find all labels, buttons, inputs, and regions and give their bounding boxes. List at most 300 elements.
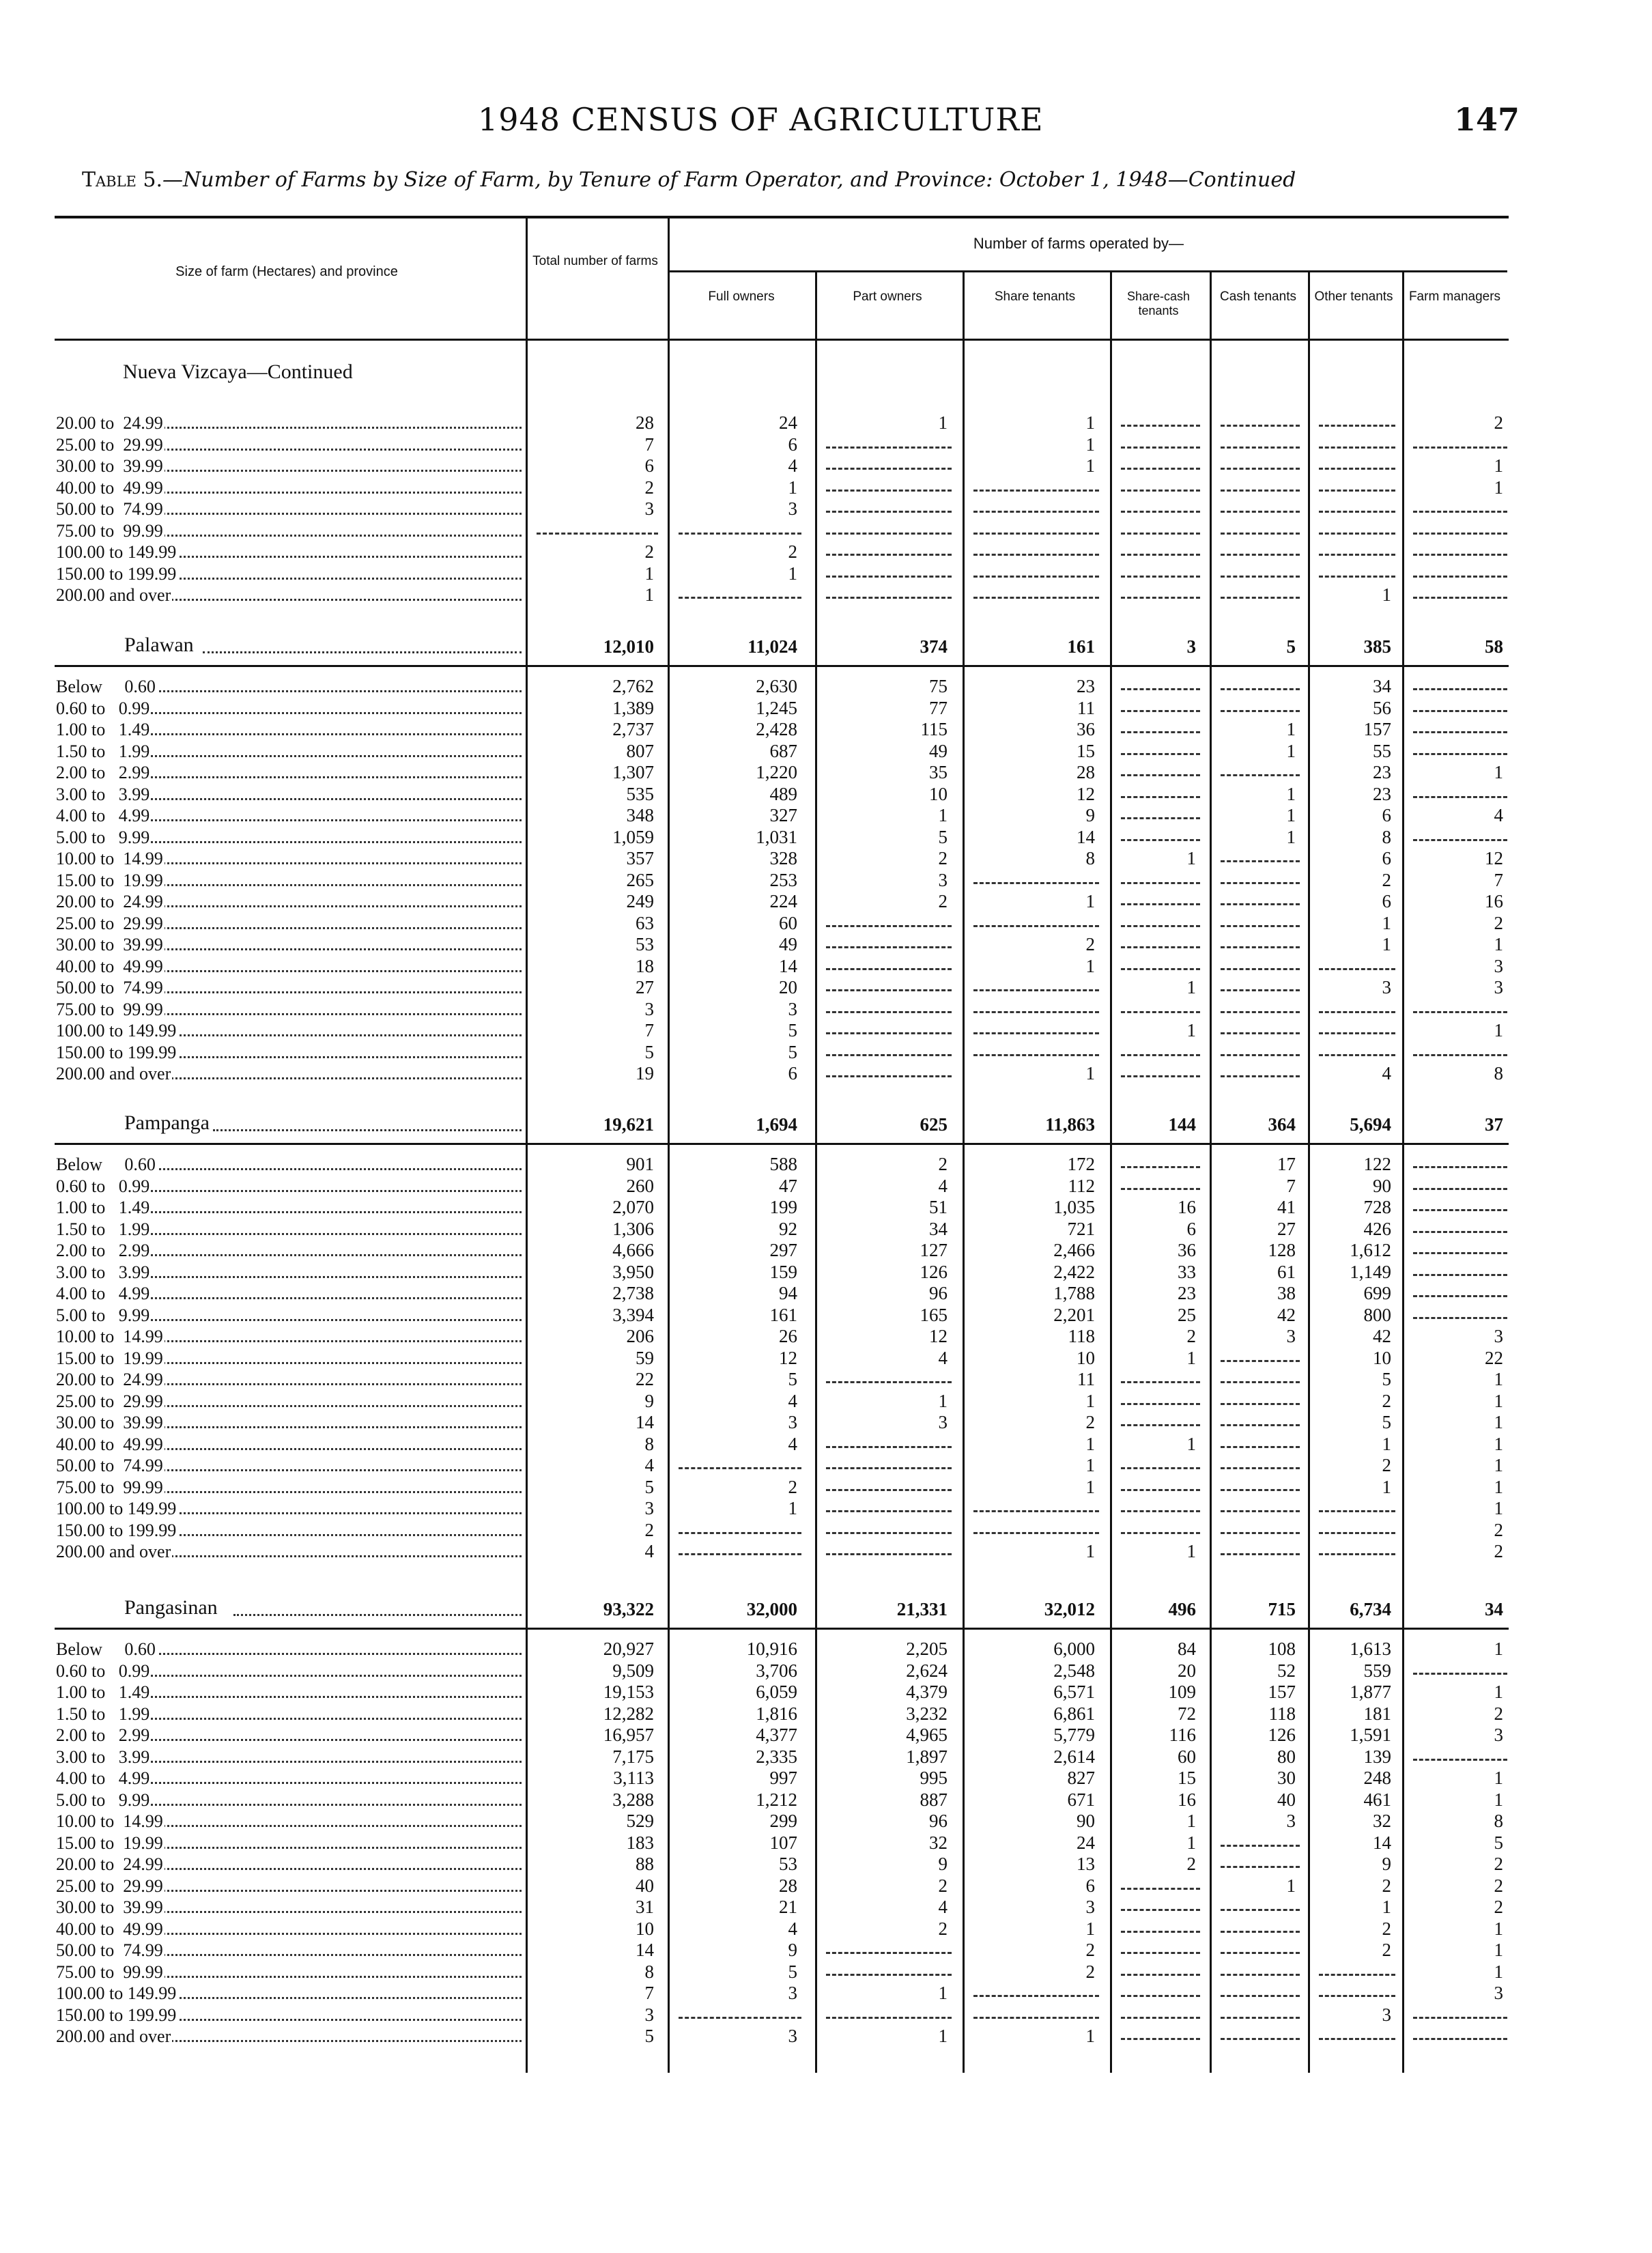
province-total-cell: 5,694 bbox=[1350, 1114, 1391, 1135]
table-cell: 77 bbox=[929, 697, 948, 718]
table-cell: 1 bbox=[1286, 719, 1296, 739]
size-class-text: 2.00 to 2.99 bbox=[56, 1725, 150, 1745]
table-cell: 1 bbox=[644, 563, 654, 584]
empty-cell-dashes bbox=[826, 1510, 952, 1512]
empty-cell-dashes bbox=[1121, 946, 1200, 948]
province-leader bbox=[213, 1129, 522, 1131]
table-cell: 13 bbox=[1077, 1854, 1095, 1874]
table-cell: 2 bbox=[788, 1476, 797, 1497]
size-class-label bbox=[56, 1682, 522, 1703]
size-class-label bbox=[56, 1262, 522, 1284]
table-cell: 3,232 bbox=[906, 1703, 948, 1724]
empty-cell-dashes bbox=[826, 1489, 952, 1491]
empty-cell-dashes bbox=[1121, 731, 1200, 733]
table-cell: 1,877 bbox=[1350, 1682, 1391, 1702]
table-cell: 21 bbox=[779, 1897, 797, 1917]
table-cell: 15 bbox=[1178, 1768, 1196, 1788]
size-class-text: 4.00 to 4.99 bbox=[56, 1284, 150, 1303]
empty-cell-dashes bbox=[1221, 533, 1300, 535]
size-class-label bbox=[56, 1326, 522, 1348]
table-cell: 10 bbox=[1373, 1347, 1391, 1368]
empty-cell-dashes bbox=[826, 554, 952, 556]
table-cell: 1,816 bbox=[756, 1703, 797, 1724]
table-cell: 20 bbox=[779, 977, 797, 997]
table-cell: 7 bbox=[1494, 869, 1503, 890]
table-cell: 1 bbox=[1382, 584, 1391, 605]
empty-cell-dashes bbox=[1413, 688, 1507, 690]
empty-cell-dashes bbox=[1121, 511, 1200, 513]
size-class-label bbox=[56, 913, 522, 935]
empty-cell-dashes bbox=[1413, 731, 1507, 733]
empty-cell-dashes bbox=[1121, 425, 1200, 427]
table-cell: 1 bbox=[1494, 1498, 1503, 1518]
table-cell: 24 bbox=[779, 412, 797, 433]
table-cell: 107 bbox=[769, 1832, 797, 1853]
table-cell: 1,306 bbox=[612, 1218, 654, 1239]
empty-cell-dashes bbox=[826, 533, 952, 535]
empty-cell-dashes bbox=[973, 533, 1099, 535]
size-class-label bbox=[56, 956, 522, 978]
size-class-label bbox=[56, 827, 522, 849]
table-cell: 88 bbox=[636, 1854, 654, 1874]
empty-cell-dashes bbox=[826, 1032, 952, 1034]
table-cell: 4 bbox=[938, 1897, 948, 1917]
empty-cell-dashes bbox=[1413, 533, 1507, 535]
size-class-label bbox=[56, 520, 522, 542]
table-cell: 2,201 bbox=[1053, 1304, 1095, 1325]
empty-cell-dashes bbox=[1221, 946, 1300, 948]
province-total-cell: 161 bbox=[1067, 636, 1095, 657]
size-class-text: 200.00 and over bbox=[56, 2026, 171, 2046]
empty-cell-dashes bbox=[1221, 425, 1300, 427]
size-class-text: 1.00 to 1.49 bbox=[56, 1682, 150, 1702]
size-class-label bbox=[56, 455, 522, 477]
size-class-text: 200.00 and over bbox=[56, 1542, 171, 1561]
table-cell: 60 bbox=[1178, 1746, 1196, 1767]
table-cell: 12 bbox=[779, 1347, 797, 1368]
empty-cell-dashes bbox=[1221, 1403, 1300, 1405]
empty-cell-dashes bbox=[973, 1054, 1099, 1056]
size-class-label bbox=[56, 1789, 522, 1811]
size-class-text: 0.60 to 0.99 bbox=[56, 1660, 150, 1681]
empty-cell-dashes bbox=[1121, 533, 1200, 535]
column-rule bbox=[526, 216, 528, 2073]
table-cell: 23 bbox=[1178, 1283, 1196, 1303]
table-cell: 6 bbox=[1382, 805, 1391, 825]
empty-cell-dashes bbox=[1121, 1489, 1200, 1491]
table-cell: 7,175 bbox=[612, 1746, 654, 1767]
table-cell: 3 bbox=[788, 498, 797, 519]
empty-cell-dashes bbox=[1319, 1553, 1395, 1555]
table-cell: 2,205 bbox=[906, 1639, 948, 1659]
table-cell: 34 bbox=[929, 1218, 948, 1239]
table-cell: 1 bbox=[1186, 1811, 1196, 1831]
table-cell: 3,950 bbox=[612, 1261, 654, 1282]
table-cell: 108 bbox=[1268, 1639, 1296, 1659]
empty-cell-dashes bbox=[826, 946, 952, 948]
table-cell: 3 bbox=[1494, 1326, 1503, 1346]
size-class-text: 1.50 to 1.99 bbox=[56, 1219, 150, 1239]
table-cell: 2 bbox=[938, 1154, 948, 1174]
table-cell: 49 bbox=[779, 934, 797, 954]
table-cell: 16 bbox=[1178, 1197, 1196, 1217]
table-cell: 199 bbox=[769, 1197, 797, 1217]
table-cell: 1 bbox=[1085, 434, 1095, 455]
table-cell: 248 bbox=[1363, 1768, 1391, 1788]
table-cell: 6,861 bbox=[1053, 1703, 1095, 1724]
table-cell: 2,428 bbox=[756, 719, 797, 739]
empty-cell-dashes bbox=[1221, 1424, 1300, 1426]
table-cell: 16,957 bbox=[603, 1725, 654, 1745]
table-cell: 6 bbox=[1382, 891, 1391, 911]
size-class-text: 75.00 to 99.99 bbox=[56, 1477, 163, 1497]
size-class-label bbox=[56, 762, 522, 784]
table-cell: 1 bbox=[1085, 1476, 1095, 1497]
table-cell: 53 bbox=[779, 1854, 797, 1874]
empty-cell-dashes bbox=[1413, 1054, 1507, 1056]
empty-cell-dashes bbox=[1221, 860, 1300, 862]
table-cell: 96 bbox=[929, 1811, 948, 1831]
table-cell: 2 bbox=[1494, 1854, 1503, 1874]
column-header-share-cash-tenants: Share-cash tenants bbox=[1126, 289, 1191, 317]
size-class-text: 3.00 to 3.99 bbox=[56, 1746, 150, 1767]
section-rule bbox=[55, 1143, 1509, 1145]
size-class-text: 3.00 to 3.99 bbox=[56, 784, 150, 804]
table-cell: 14 bbox=[1373, 1832, 1391, 1853]
table-cell: 6,571 bbox=[1053, 1682, 1095, 1702]
table-cell: 9 bbox=[1085, 805, 1095, 825]
table-cell: 27 bbox=[636, 977, 654, 997]
province-total-cell: 5 bbox=[1286, 636, 1296, 657]
table-cell: 3,394 bbox=[612, 1304, 654, 1325]
empty-cell-dashes bbox=[1121, 817, 1200, 819]
size-class-label bbox=[56, 412, 522, 434]
empty-cell-dashes bbox=[826, 1974, 952, 1976]
column-rule bbox=[1402, 270, 1404, 2073]
empty-cell-dashes bbox=[1121, 447, 1200, 449]
table-cell: 28 bbox=[779, 1875, 797, 1896]
table-cell: 122 bbox=[1363, 1154, 1391, 1174]
table-cell: 59 bbox=[636, 1347, 654, 1368]
empty-cell-dashes bbox=[1221, 2038, 1300, 2040]
table-cell: 2,738 bbox=[612, 1283, 654, 1303]
table-cell: 22 bbox=[1485, 1347, 1503, 1368]
table-cell: 3 bbox=[938, 869, 948, 890]
empty-cell-dashes bbox=[1319, 490, 1395, 492]
table-cell: 1 bbox=[1085, 1063, 1095, 1083]
table-cell: 35 bbox=[929, 762, 948, 782]
table-cell: 6 bbox=[788, 1063, 797, 1083]
empty-cell-dashes bbox=[1121, 710, 1200, 712]
empty-cell-dashes bbox=[1121, 796, 1200, 798]
empty-cell-dashes bbox=[826, 1952, 952, 1954]
empty-cell-dashes bbox=[1221, 989, 1300, 991]
empty-cell-dashes bbox=[1221, 1381, 1300, 1383]
empty-cell-dashes bbox=[1221, 576, 1300, 578]
empty-cell-dashes bbox=[973, 989, 1099, 991]
table-cell: 4,377 bbox=[756, 1725, 797, 1745]
table-cell: 8 bbox=[644, 1961, 654, 1982]
table-caption-lead: Table 5. bbox=[82, 168, 163, 192]
table-cell: 51 bbox=[929, 1197, 948, 1217]
table-cell: 10,916 bbox=[746, 1639, 797, 1659]
empty-cell-dashes bbox=[1319, 1974, 1395, 1976]
size-class-label bbox=[56, 1768, 522, 1789]
table-cell: 3 bbox=[644, 998, 654, 1019]
table-cell: 6 bbox=[1382, 848, 1391, 868]
empty-cell-dashes bbox=[1121, 1403, 1200, 1405]
table-cell: 687 bbox=[769, 740, 797, 761]
table-cell: 5,779 bbox=[1053, 1725, 1095, 1745]
table-cell: 1,035 bbox=[1053, 1197, 1095, 1217]
table-cell: 38 bbox=[1277, 1283, 1296, 1303]
size-class-text: Below 0.60 bbox=[56, 1639, 156, 1659]
table-cell: 9 bbox=[644, 1390, 654, 1411]
table-cell: 2,614 bbox=[1053, 1746, 1095, 1767]
size-class-text: 25.00 to 29.99 bbox=[56, 434, 163, 455]
table-cell: 7 bbox=[1286, 1175, 1296, 1196]
table-cell: 3 bbox=[1494, 977, 1503, 997]
empty-cell-dashes bbox=[826, 1446, 952, 1448]
province-total-cell: 21,331 bbox=[896, 1599, 948, 1619]
size-class-label bbox=[56, 1020, 522, 1042]
size-class-text: 10.00 to 14.99 bbox=[56, 1811, 163, 1831]
empty-cell-dashes bbox=[1221, 1075, 1300, 1077]
size-class-label bbox=[56, 1983, 522, 2004]
table-cell: 27 bbox=[1277, 1218, 1296, 1239]
table-cell: 1 bbox=[938, 805, 948, 825]
table-cell: 2 bbox=[1494, 1519, 1503, 1540]
table-cell: 2,422 bbox=[1053, 1261, 1095, 1282]
table-cell: 206 bbox=[626, 1326, 654, 1346]
table-cell: 36 bbox=[1178, 1240, 1196, 1260]
table-cell: 3 bbox=[644, 498, 654, 519]
table-cell: 1 bbox=[1085, 1433, 1095, 1454]
table-cell: 1,612 bbox=[1350, 1240, 1391, 1260]
empty-cell-dashes bbox=[1121, 903, 1200, 905]
table-cell: 34 bbox=[1373, 676, 1391, 696]
table-cell: 1 bbox=[1186, 1541, 1196, 1561]
size-class-text: 40.00 to 49.99 bbox=[56, 1918, 163, 1939]
empty-cell-dashes bbox=[1413, 597, 1507, 599]
running-title: 1948 CENSUS OF AGRICULTURE bbox=[478, 101, 1044, 138]
table-cell: 1 bbox=[1382, 1476, 1391, 1497]
table-cell: 327 bbox=[769, 805, 797, 825]
table-cell: 61 bbox=[1277, 1261, 1296, 1282]
column-rule bbox=[815, 270, 817, 2073]
empty-cell-dashes bbox=[1121, 925, 1200, 927]
table-cell: 63 bbox=[636, 912, 654, 933]
size-class-text: 40.00 to 49.99 bbox=[56, 477, 163, 498]
table-cell: 1 bbox=[788, 563, 797, 584]
table-cell: 827 bbox=[1067, 1768, 1095, 1788]
table-cell: 3 bbox=[1382, 977, 1391, 997]
empty-cell-dashes bbox=[1121, 2017, 1200, 2019]
table-cell: 5 bbox=[788, 1369, 797, 1389]
empty-cell-dashes bbox=[1121, 468, 1200, 470]
table-cell: 6 bbox=[1186, 1218, 1196, 1239]
empty-cell-dashes bbox=[973, 597, 1099, 599]
table-cell: 2,630 bbox=[756, 676, 797, 696]
column-rule bbox=[668, 270, 670, 2073]
table-cell: 4 bbox=[788, 1433, 797, 1454]
table-cell: 1 bbox=[1085, 412, 1095, 433]
table-cell: 7 bbox=[644, 1020, 654, 1040]
size-class-text: 25.00 to 29.99 bbox=[56, 1875, 163, 1896]
empty-cell-dashes bbox=[826, 2017, 952, 2019]
table-cell: 1 bbox=[1494, 1476, 1503, 1497]
table-cell: 1 bbox=[1494, 1390, 1503, 1411]
table-cell: 2,070 bbox=[612, 1197, 654, 1217]
table-cell: 1 bbox=[1186, 1347, 1196, 1368]
size-class-text: 75.00 to 99.99 bbox=[56, 999, 163, 1019]
table-cell: 4 bbox=[938, 1175, 948, 1196]
empty-cell-dashes bbox=[1413, 1166, 1507, 1168]
size-class-text: 150.00 to 199.99 bbox=[56, 563, 177, 584]
empty-cell-dashes bbox=[1221, 447, 1300, 449]
table-cell: 3 bbox=[1286, 1811, 1296, 1831]
empty-cell-dashes bbox=[1221, 1952, 1300, 1954]
page-number: 147 bbox=[1454, 101, 1520, 138]
province-total-cell: 93,322 bbox=[603, 1599, 654, 1619]
table-cell: 40 bbox=[636, 1875, 654, 1896]
table-cell: 2,335 bbox=[756, 1746, 797, 1767]
empty-cell-dashes bbox=[1121, 1952, 1200, 1954]
table-cell: 19,153 bbox=[603, 1682, 654, 1702]
table-cell: 1 bbox=[1286, 783, 1296, 804]
size-class-label bbox=[56, 1639, 522, 1660]
table-cell: 4 bbox=[1382, 1063, 1391, 1083]
table-cell: 2 bbox=[1494, 1541, 1503, 1561]
table-cell: 8 bbox=[1085, 848, 1095, 868]
table-cell: 4 bbox=[644, 1541, 654, 1561]
table-cell: 2 bbox=[1085, 1412, 1095, 1432]
table-cell: 1 bbox=[1494, 455, 1503, 476]
table-cell: 2 bbox=[1382, 869, 1391, 890]
empty-cell-dashes bbox=[1221, 554, 1300, 556]
size-class-label bbox=[56, 1746, 522, 1768]
size-class-label bbox=[56, 741, 522, 763]
table-cell: 3 bbox=[644, 2004, 654, 2025]
table-cell: 32 bbox=[929, 1832, 948, 1853]
province-name: Pampanga bbox=[124, 1111, 210, 1134]
empty-cell-dashes bbox=[1121, 688, 1200, 690]
province-name: Palawan bbox=[124, 634, 194, 656]
table-cell: 1 bbox=[1494, 1768, 1503, 1788]
empty-cell-dashes bbox=[1413, 796, 1507, 798]
table-cell: 126 bbox=[1268, 1725, 1296, 1745]
empty-cell-dashes bbox=[679, 597, 801, 599]
empty-cell-dashes bbox=[1121, 1424, 1200, 1426]
table-cell: 90 bbox=[1077, 1811, 1095, 1831]
size-class-label bbox=[56, 1875, 522, 1897]
table-cell: 1 bbox=[1494, 1639, 1503, 1659]
size-class-text: 200.00 and over bbox=[56, 1064, 171, 1083]
table-cell: 588 bbox=[769, 1154, 797, 1174]
table-cell: 260 bbox=[626, 1175, 654, 1196]
table-cell: 1 bbox=[1186, 977, 1196, 997]
table-cell: 181 bbox=[1363, 1703, 1391, 1724]
province-total-cell: 32,012 bbox=[1044, 1599, 1095, 1619]
table-cell: 7 bbox=[644, 1983, 654, 2003]
size-class-label bbox=[56, 2026, 522, 2047]
table-cell: 72 bbox=[1178, 1703, 1196, 1724]
empty-cell-dashes bbox=[1413, 839, 1507, 841]
empty-cell-dashes bbox=[1221, 1931, 1300, 1933]
size-class-label bbox=[56, 848, 522, 870]
empty-cell-dashes bbox=[826, 968, 952, 970]
empty-cell-dashes bbox=[1319, 425, 1395, 427]
table-cell: 112 bbox=[1068, 1175, 1095, 1196]
empty-cell-dashes bbox=[1319, 2038, 1395, 2040]
province-total-cell: 715 bbox=[1268, 1599, 1296, 1619]
table-cell: 40 bbox=[1277, 1789, 1296, 1810]
size-class-label bbox=[56, 1176, 522, 1198]
table-cell: 3 bbox=[1085, 1897, 1095, 1917]
table-cell: 8 bbox=[1382, 826, 1391, 847]
table-cell: 127 bbox=[920, 1240, 948, 1260]
size-class-text: 150.00 to 199.99 bbox=[56, 2004, 177, 2025]
table-cell: 2 bbox=[1494, 1703, 1503, 1724]
table-cell: 357 bbox=[626, 848, 654, 868]
table-cell: 2 bbox=[1494, 912, 1503, 933]
table-cell: 5 bbox=[1382, 1412, 1391, 1432]
size-class-text: 20.00 to 24.99 bbox=[56, 1854, 163, 1874]
table-cell: 55 bbox=[1373, 740, 1391, 761]
size-class-text: 50.00 to 74.99 bbox=[56, 499, 163, 519]
empty-cell-dashes bbox=[826, 511, 952, 513]
size-class-text: 15.00 to 19.99 bbox=[56, 1832, 163, 1853]
table-cell: 2 bbox=[1382, 1940, 1391, 1960]
table-cell: 2,624 bbox=[906, 1660, 948, 1681]
table-cell: 10 bbox=[636, 1918, 654, 1939]
size-class-label bbox=[56, 1348, 522, 1370]
table-cell: 17 bbox=[1277, 1154, 1296, 1174]
size-class-label bbox=[56, 999, 522, 1021]
table-cell: 265 bbox=[626, 869, 654, 890]
table-cell: 157 bbox=[1268, 1682, 1296, 1702]
size-class-label bbox=[56, 676, 522, 698]
table-cell: 11 bbox=[1077, 697, 1095, 718]
empty-cell-dashes bbox=[826, 490, 952, 492]
table-cell: 1 bbox=[1382, 934, 1391, 954]
province-total-cell: 625 bbox=[920, 1114, 948, 1135]
province-total-cell: 374 bbox=[920, 636, 948, 657]
empty-cell-dashes bbox=[826, 1075, 952, 1077]
empty-cell-dashes bbox=[1221, 1845, 1300, 1847]
column-header-share-tenants: Share tenants bbox=[994, 289, 1076, 304]
table-cell: 1,031 bbox=[756, 826, 797, 847]
table-cell: 1,307 bbox=[612, 762, 654, 782]
table-cell: 2 bbox=[938, 1918, 948, 1939]
empty-cell-dashes bbox=[1221, 925, 1300, 927]
size-class-text: 100.00 to 149.99 bbox=[56, 1021, 177, 1040]
empty-cell-dashes bbox=[1121, 597, 1200, 599]
empty-cell-dashes bbox=[973, 882, 1099, 884]
table-cell: 5 bbox=[644, 1476, 654, 1497]
province-total-cell: 32,000 bbox=[746, 1599, 797, 1619]
table-cell: 3 bbox=[788, 1412, 797, 1432]
table-cell: 2 bbox=[938, 1875, 948, 1896]
size-class-text: 30.00 to 39.99 bbox=[56, 935, 163, 954]
table-cell: 31 bbox=[636, 1897, 654, 1917]
size-class-text: 1.00 to 1.49 bbox=[56, 720, 150, 739]
size-class-text: 20.00 to 24.99 bbox=[56, 413, 163, 433]
size-class-label bbox=[56, 434, 522, 456]
size-class-label bbox=[56, 1154, 522, 1176]
province-total-cell: 496 bbox=[1168, 1599, 1196, 1619]
empty-cell-dashes bbox=[826, 1553, 952, 1555]
